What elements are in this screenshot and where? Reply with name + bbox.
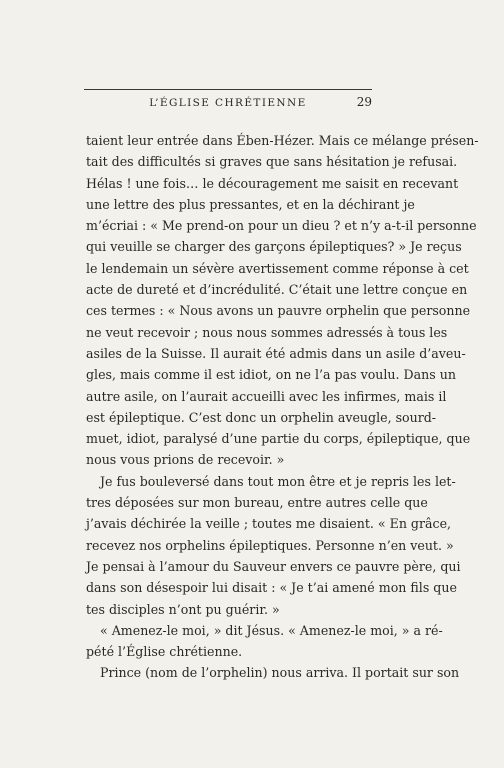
text-line: « Amenez-le moi, » dit Jésus. « Amenez-le moi, » a ré- [100, 622, 443, 638]
text-line: le lendemain un sévère avertissement comme réponse à cet [86, 260, 469, 276]
text-line: tres déposées sur mon bureau, entre autres celle que [86, 495, 428, 511]
text-line: m’écriai : « Me prend-on pour un dieu ? et n’y a-t-il personne [86, 218, 477, 234]
body-text [86, 130, 479, 684]
text-line: tes disciples n’ont pu guérir. » [86, 601, 280, 617]
text-line: pété l’Église chrétienne. [86, 644, 243, 660]
text-line: j’avais déchirée la veille ; toutes me disaient. « En grâce, [86, 516, 452, 532]
text-line: asiles de la Suisse. Il aurait été admis dans un asile d’aveu- [86, 345, 466, 361]
text-line: Prince (nom de l’orphelin) nous arriva. Il portait sur son [100, 665, 460, 681]
text-line: acte de dureté et d’incrédulité. C’était une lettre conçue en [86, 282, 468, 298]
text-line: recevez nos orphelins épileptiques. Personne n’en veut. » [86, 537, 454, 553]
text-line: ces termes : « Nous avons un pauvre orphelin que personne [86, 303, 471, 319]
text-line: muet, idiot, paralysé d’une partie du corps, épileptique, que [86, 431, 471, 447]
text-line: taient leur entrée dans Ében-Hézer. Mais ce mélange présen- [86, 133, 479, 148]
page-number: 29 [356, 95, 372, 109]
text-line: nous vous prions de recevoir. » [86, 452, 285, 468]
running-title: L’ÉGLISE CHRÉTIENNE [149, 97, 307, 109]
text-line: dans son désespoir lui disait : « Je t’ai amené mon fils que [86, 580, 457, 596]
text-line: est épileptique. C’est donc un orphelin aveugle, sourd- [86, 409, 437, 425]
text-line: Je pensai à l’amour du Sauveur envers ce pauvre père, qui [86, 558, 461, 574]
text-line: tait des difficultés si graves que sans hésitation je refusai. [86, 154, 458, 170]
text-line: gles, mais comme il est idiot, on ne l’a pas voulu. Dans un [86, 367, 456, 383]
text-line: une lettre des plus pressantes, et en la déchirant je [86, 196, 415, 212]
text-line: qui veuille se charger des garçons épileptiques? » Je reçus [86, 239, 462, 255]
text-line: ne veut recevoir ; nous nous sommes adressés à tous les [86, 324, 448, 340]
text-line: Je fus bouleversé dans tout mon être et je repris les let- [100, 473, 456, 489]
header-rule [84, 89, 372, 90]
text-line: autre asile, on l’aurait accueilli avec les infirmes, mais il [86, 388, 447, 404]
text-line: Hélas ! une fois… le découragement me saisit en recevant [86, 175, 459, 191]
